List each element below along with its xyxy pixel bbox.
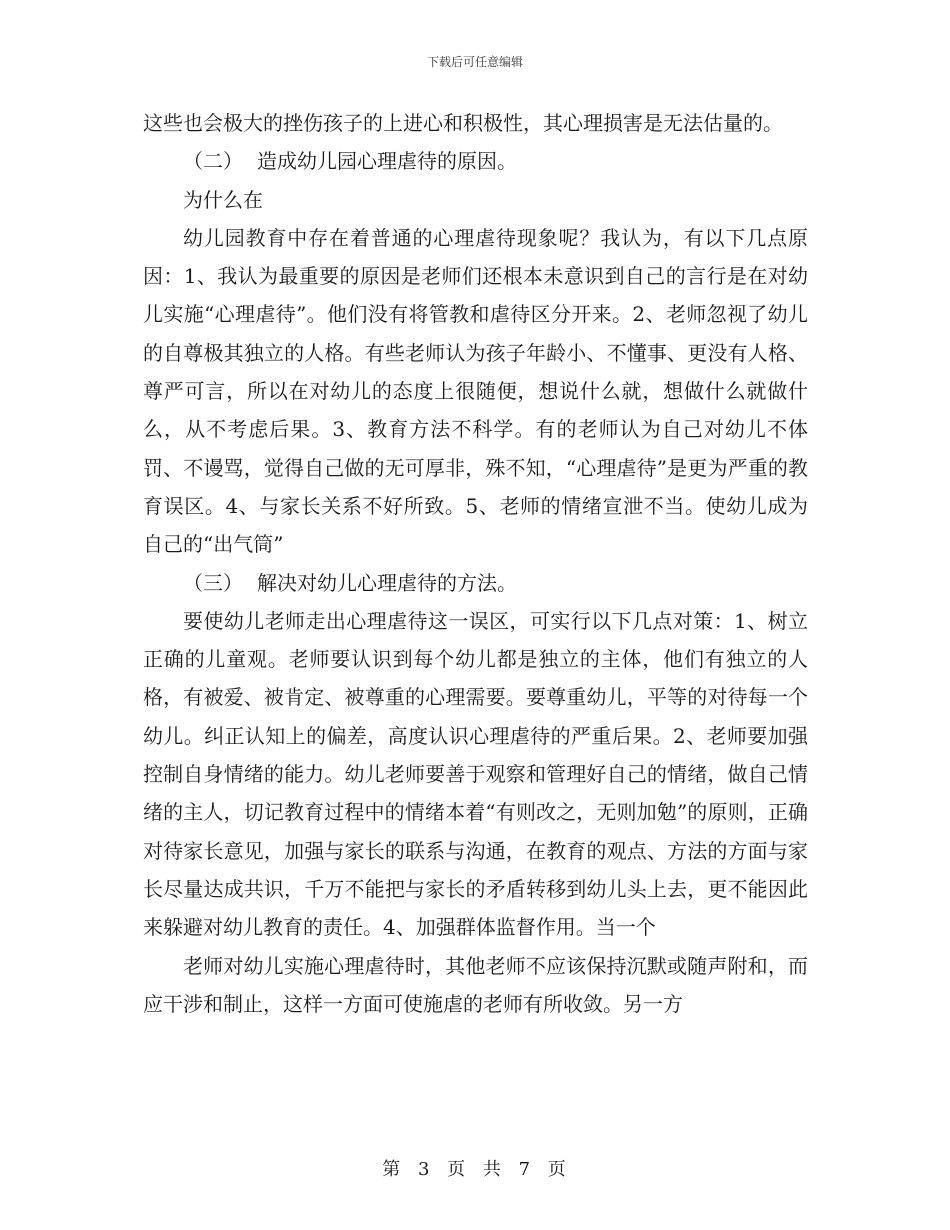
- paragraph-4: 老师对幼儿实施心理虐待时，其他老师不应该保持沉默或随声附和，而应干涉和制止，这样一方面可使施虐的老师有所收敛。另一方: [143, 953, 808, 1016]
- paragraph-2b: 幼儿园教育中存在着普通的心理虐待现象呢？我认为，有以下几点原因：1、我认为最重要的原因是老师们还根本未意识到自己的言行是在对幼儿实施“心理虐待”。他们没有将管教和虐待区分开来。2、老师忽视了幼儿的自尊极其独立的人格。有些老师认为孩子年龄小、不懂事、更没有人格、尊严可言，所以在对幼儿的态度上很随便，想说什么就，想做什么就做什么，从不考虑后果。3、教育方法不科学。有的老师认为自己对幼儿不体罚、不谩骂，觉得自己做的无可厚非，殊不知，“心理虐待”是更为严重的教育误区。4、与家长关系不好所致。5、老师的情绪宣泄不当。使幼儿成为自己的“出气筒”: [143, 225, 808, 557]
- document-body: [143, 104, 808, 1023]
- footer-mid2: 共: [482, 1159, 503, 1180]
- footer-post: 页: [547, 1159, 568, 1180]
- footer-current-page: 3: [417, 1159, 432, 1180]
- footer-total-pages: 7: [518, 1159, 533, 1180]
- paragraph-2a: 为什么在: [183, 187, 263, 212]
- section-number-3: （三）: [183, 570, 243, 595]
- section-title-3: 解决对幼儿心理虐待的方法。: [257, 570, 517, 595]
- section-title-2: 造成幼儿园心理虐待的原因。: [257, 149, 517, 174]
- footer-mid1: 页: [447, 1159, 468, 1180]
- page-header: 下载后可任意编辑: [426, 55, 523, 69]
- section-number-2: （二）: [183, 149, 243, 174]
- footer-pre: 第: [382, 1159, 403, 1180]
- section-heading-3: [143, 564, 808, 602]
- section-heading-2: [143, 142, 808, 180]
- paragraph-3: 要使幼儿老师走出心理虐待这一误区，可实行以下几点对策：1、树立正确的儿童观。老师要认识到每个幼儿都是独立的主体，他们有独立的人格，有被爱、被肯定、被尊重的心理需要。要尊重幼儿，平等的对待每一个幼儿。纠正认知上的偏差，高度认识心理虐待的严重后果。2、老师要加强控制自身情绪的能力。幼儿老师要善于观察和管理好自己的情绪，做自己情绪的主人，切记教育过程中的情绪本着“有则改之，无则加勉”的原则，正确对待家长意见，加强与家长的联系与沟通，在教育的观点、方法的方面与家长尽量达成共识，千万不能把与家长的矛盾转移到幼儿头上去，更不能因此来躲避对幼儿教育的责任。4、加强群体监督作用。当一个: [143, 608, 808, 940]
- page-footer: [0, 1155, 950, 1181]
- paragraph-1: 这些也会极大的挫伤孩子的上进心和积极性，其心理损害是无法估量的。: [143, 111, 783, 135]
